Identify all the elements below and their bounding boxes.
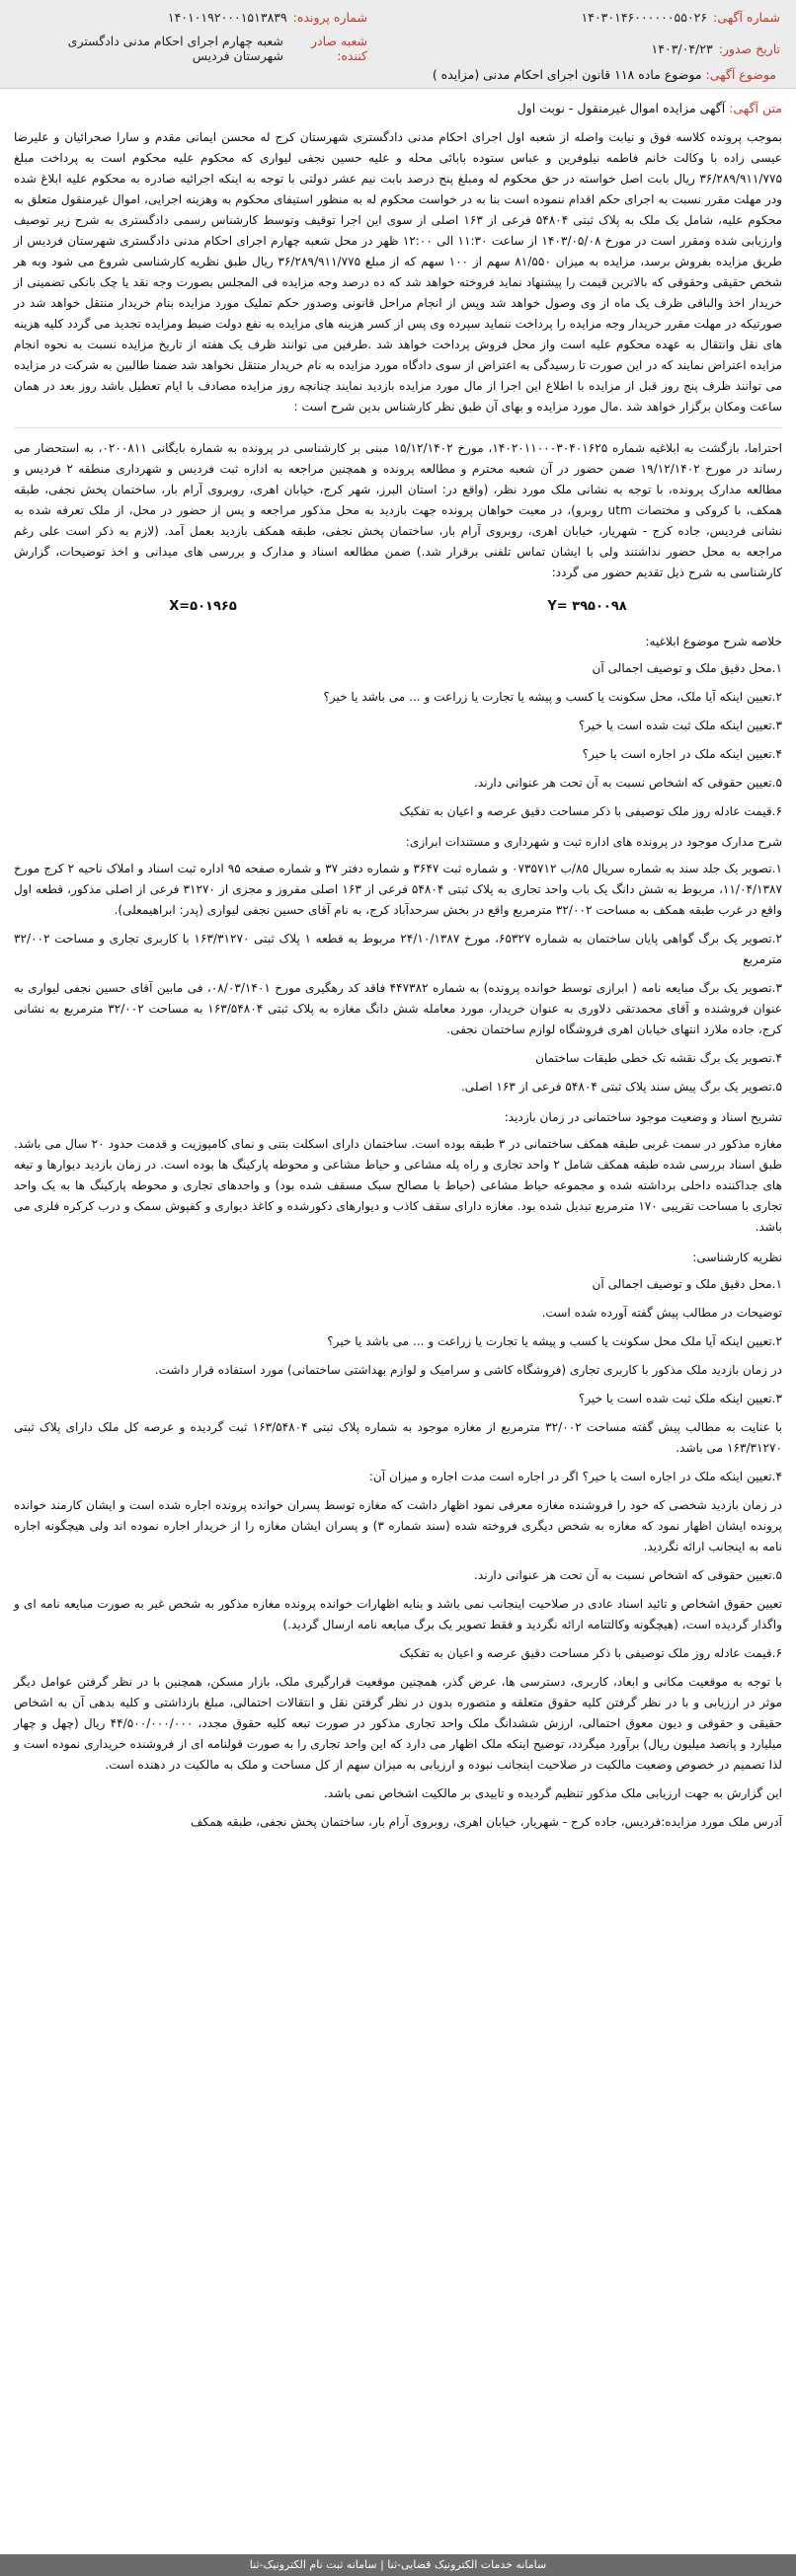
- ad-number: [582, 10, 780, 25]
- list-item: ۴.تعیین اینکه ملک در اجاره است یا خیر؟: [582, 747, 782, 761]
- issue-date-value: ۱۴۰۳/۰۴/۲۳: [651, 40, 713, 56]
- issuer: [16, 34, 367, 63]
- opinion-question: ۳.تعیین اینکه ملک ثبت شده است یا خیر؟: [578, 1392, 782, 1405]
- closing-text: این گزارش به جهت ارزیابی ملک مذکور تنظیم گردیده و تاییدی بر مالکیت اشخاص نمی باشد.: [323, 1786, 782, 1800]
- utm-coordinates: [14, 599, 782, 614]
- summary-list: [14, 658, 782, 822]
- opinion-answer: در زمان بازدید ملک مذکور با کاربری تجاری (فروشگاه کاشی و سرامیک و لوازم بهداشتی ساختمانی) مورد استفاده قرار داشت.: [154, 1363, 782, 1377]
- list-item: ۵.تصویر یک برگ پیش سند پلاک ثبتی ۵۴۸۰۴ فرعی از ۱۶۳ اصلی.: [460, 1080, 782, 1094]
- opinion-list: [14, 1274, 782, 1776]
- divider: [14, 427, 782, 428]
- header-row-2: [16, 34, 780, 63]
- subject: [433, 67, 776, 82]
- explain-text: مغازه مذکور در سمت غربی طبقه همکف ساختمانی در ۳ طبقه بوده است. ساختمان دارای اسکلت بتنی و نمای کامپوزیت و قدمت حدود ۲۰ سال می باشد. طبق اسناد بررسی شده طبقه همکف شامل ۲ واحد تجاری و راه پله مشاعی و حیاط مشاعی و محوطه پارکینگ ها بوده است. در زمان بازدید دیوارها و تیغه های جداکننده داخلی برداشته شده و مجموعه حیاط مشاعی (حیاط با مصالح سبک مسقف شده بود) و واحدهای تجاری و محوطه پارکینگ ها به یک واحد تجاری با مساحت تقریبی ۱۷۰ مترمربع تبدیل شده بود. مغازه دارای سقف کاذب و دیوارهای دکورشده و کاغذ دیواری و کفپوش سمک و درب کرکره فلزی می باشد.: [14, 1137, 782, 1234]
- list-item: ۲.تعیین اینکه آیا ملک، محل سکونت یا کسب و پیشه یا تجارت یا زراعت و ... می باشد یا خیر؟: [323, 690, 782, 704]
- opinion-answer: توضیحات در مطالب پیش گفته آورده شده است.: [541, 1306, 782, 1320]
- footer-bar: سامانه خدمات الکترونیک قضایی-ثنا | سامانه ثبت نام الکترونیک-ثنا: [0, 2554, 796, 2576]
- issue-date-label: تاریخ صدور:: [718, 40, 780, 56]
- issue-date: [652, 34, 780, 63]
- opinion-answer: تعیین حقوق اشخاص و تائید اسناد عادی در صلاحیت اینجانب نمی باشد و بنابه اظهارات خوانده پرونده مغازه مذکور به شخص غیر به صورت مبایعه نامه ای و واگذار گردیده است، (هیچگونه وکالتنامه ارائه نگردید و فقط تصویر یک برگ مبایعه نامه ارسال گردید.): [14, 1597, 782, 1631]
- list-item: ۵.تعیین حقوقی که اشخاص نسبت به آن تحت هر عنوانی دارند.: [474, 776, 782, 790]
- case-number-value: ۱۴۰۱۰۱۹۲۰۰۰۱۵۱۳۸۳۹: [167, 10, 287, 25]
- list-item: ۳.تعیین اینکه ملک ثبت شده است یا خیر؟: [578, 719, 782, 732]
- list-item: ۱.محل دقیق ملک و توصیف اجمالی آن: [592, 661, 782, 675]
- docs-title: شرح مدارک موجود در پرونده های اداره ثبت و شهرداری و مستندات ابرازی:: [405, 835, 782, 849]
- opinion-question: ۵.تعیین حقوقی که اشخاص نسبت به آن تحت هر عنوانی دارند.: [474, 1568, 782, 1582]
- ad-number-value: ۱۴۰۳۰۱۴۶۰۰۰۰۰۰۵۵۰۲۶: [581, 10, 708, 25]
- expert-intro-paragraph: احتراما، بازگشت به ابلاغیه شماره ۱۴۰۲۰۱۱۰۰۰۳۰۴۰۱۶۲۵، مورخ ۱۵/۱۲/۱۴۰۲ مبنی بر کارشناسی در پرونده به شماره بایگانی ۰۲۰۰۸۱۱، به استحضار می رساند در مورخ ۱۹/۱۲/۱۴۰۲ ضمن حضور در آن شعبه محترم و مطالعه پرونده و همچنین مراجعه به اداره ثبت فردیس و شهرداری منطقه ۲ فردیس و مطالعه مدارک پرونده، با توجه به نشانی ملک مورد نظر، (واقع در: استان البرز، شهر کرج، خیابان اهری، روبروی آرام بار، ساختمان پخش نجفی، طبقه همکف، با کروکی و مختصات utm روبرو)، در معیت خواهان پرونده جهت بازدید به محل مذکور مراجعه و پس از حضور در محل، از ملک تعرفه شده به نشانی فردیس، جاده کرج - شهریار، خیابان اهری، روبروی آرام بار، ساختمان پخش نجفی، طبقه همکف بازدید بعمل آمد. (لازم به ذکر است علی رغم مراجعه به محل حضور نداشتند ولی با ایشان تماس تلفنی برقرار شد.) ضمن مطالعه اسناد و مدارک و بررسی های میدانی و اخذ توضیحات، گزارش کارشناسی به شرح ذیل تقدیم حضور می گردد:: [14, 441, 782, 579]
- text-title-line: [14, 101, 782, 115]
- explain-title: تشریح اسناد و وضعیت موجود ساختمانی در زمان بازدید:: [504, 1110, 782, 1124]
- opinion-question: ۱.محل دقیق ملک و توصیف اجمالی آن: [592, 1277, 782, 1291]
- ad-header: [0, 0, 796, 89]
- case-number: [16, 10, 367, 25]
- opinion-question: ۴.تعیین اینکه ملک در اجاره است یا خیر؟ اگر در اجاره است مدت اجاره و میزان آن:: [368, 1470, 782, 1483]
- summary-title: خلاصه شرح موضوع ابلاغیه:: [645, 635, 782, 648]
- opinion-answer: با عنایت به مطالب پیش گفته مساحت ۳۲/۰۰۲ مترمربع از مغازه موجود به شماره پلاک ثبتی ۱۶۳/۵۴۸۰۴ ثبت گردیده و عرصه کل ملک دارای پلاک ثبتی ۱۶۳/۳۱۲۷۰ می باشد.: [14, 1420, 782, 1455]
- text-label: متن آگهی:: [729, 101, 782, 115]
- opinion-question: ۲.تعیین اینکه آیا ملک محل سکونت یا کسب و پیشه یا تجارت یا زراعت و ... می باشد یا خیر؟: [327, 1334, 782, 1348]
- opinion-answer: در زمان بازدید شخصی که خود را فروشنده مغازه معرفی نمود اظهار داشت که مغازه توسط پسران خوانده پرونده اجاره شده است و ایشان کارمند خوانده پرونده ایشان اظهار نمود که مغازه به شخص دیگری فروخته شده (سند شماره ۳) و پسران ایشان مغازه را از خریدار اجاره نموده اند ولی هیچگونه اجاره نامه به اینجانب ارائه نگردید.: [14, 1498, 782, 1553]
- opinion-title: نظریه کارشناسی:: [692, 1250, 782, 1264]
- list-item: ۴.تصویر یک برگ نقشه تک خطی طبقات ساختمان: [535, 1051, 782, 1065]
- issuer-value: شعبه چهارم اجرای احکام مدنی دادگستری شهرستان فردیس: [67, 34, 283, 63]
- issuer-label: شعبه صادر کننده:: [311, 34, 367, 63]
- coord-y: Y= ۳۹۵۰۰۹۸: [547, 599, 627, 614]
- coord-x: X=۵۰۱۹۶۵: [169, 599, 237, 614]
- list-item: ۲.تصویر یک برگ گواهی پایان ساختمان به شماره ۶۵۳۲۷، مورخ ۲۴/۱۰/۱۳۸۷ مربوط به قطعه ۱ پلاک ثبتی ۱۶۳/۳۱۲۷۰ با کاربری تجاری و مساحت ۳۲/۰۰۲ مترمربع: [14, 932, 783, 966]
- list-item: ۱.تصویر یک جلد سند به شماره سریال ۸۵/ب ۰۷۳۵۷۱۲ و شماره ثبت ۳۶۴۷ و شماره دفتر ۳۷ و شماره صفحه ۹۵ اداره ثبت اسناد و املاک ناحیه ۲ کرج مورخ ۱۱/۰۴/۱۳۸۷، مربوط به شش دانگ یک باب واحد تجاری به پلاک ثبتی ۵۴۸۰۴ فرعی از ۱۶۳ اصلی مفروز و مجزی از ۳۱۲۷۰ فرعی از اصلی مذکور، قطعه اول واقع در غرب طبقه همکف به مساحت ۳۲/۰۰۲ مترمربع واقع در بخش سرحدآباد کرج، به نام آقای حسین نجفی لیواری (پدر: ابراهیمعلی).: [14, 862, 783, 917]
- list-item: ۶.قیمت عادله روز ملک توصیفی با ذکر مساحت دقیق عرصه و اعیان به تفکیک: [399, 804, 782, 818]
- docs-list: [14, 859, 782, 1098]
- list-item: ۳.تصویر یک برگ مبایعه نامه ( ابرازی توسط خوانده پرونده) به شماره ۴۴۷۳۸۲ فاقد کد رهگیری مورخ ۰۸/۰۳/۱۴۰۱، فی مابین آقای حسین نجفی لیواری به عنوان فروشنده و آقای محمدتقی دلاوری به عنوان خریدار، مورد معامله شش دانگ مغازه به پلاک ثبتی ۱۶۳/۵۴۸۰۴ به مساحت ۳۲/۰۰۲ مترمربع به نشانی کرج، جاده ملارد انتهای خیابان اهری فروشگاه لوازم ساختمان نجفی.: [14, 981, 782, 1036]
- opinion-answer: با توجه به موقعیت مکانی و ابعاد، کاربری، دسترسی ها، عرض گذر، همچنین موقعیت قرارگیری ملک، بازار مسکن، همچنین با در نظر گرفتن عوامل دیگر موثر در ارزیابی و با در نظر گرفتن کلیه حقوق متعلقه و متصوره بدون در نظر گرفتن نقل و انتقالات احتمالی، مبلغ بازداشتی و کلیه بدهی آن به اشخاص حقیقی و حقوقی و دیون معوق احتمالی، ارزش ششدانگ ملک واحد تجاری مذکور در صورت تبعه کلیه حقوق مجدد، ۴۴/۵۰۰/۰۰۰/۰۰۰ ریال (چهل و چهار میلیارد و پانصد میلیون ریال) برآورد میگردد، توضیح اینکه ملک اظهار می دارد که این واحد تجاری را به صورت قولنامه ای از فروشنده خریداری نموده است و لذا تصمیم در خصوص وضعیت مالکیت در صلاحیت اینجانب نبوده و ارزیابی به میزان سهم از کل مساحت و ملک به مالکیت در دهنده است.: [14, 1675, 782, 1772]
- subject-label: موضوع آگهی:: [705, 67, 776, 82]
- auction-paragraph: بموجب پرونده کلاسه فوق و نیابت واصله از شعبه اول اجرای احکام مدنی دادگستری شهرستان کرج له محسن ایمانی مقدم و سارا صحرائیان و علیرضا عیسی زاده با وکالت خانم فاطمه نیلوفرین و عباس ستوده بابائی محله و علیه حسین نجفی لیواری که محکوم علیه محکوم است به پرداخت مبلغ ۳۶/۲۸۹/۹۱۱/۷۷۵ ریال بابت اصل خواسته در حق محکوم له ومبلغ پنج درصد بابت نیم عشر دولتی با توجه به اینکه اجرائیه صادره به محکوم علیه ابلاغ شده ودر مهلت مقرر نسبت به اجرای حکم اقدام ننموده است بنا به در خواست محکوم له به منظور استیفای محکوم به وهزینه اجرایی، اموال غیرمنقول متعلق به محکوم علیه، شامل یک ملک به پلاک ثبتی ۵۴۸۰۴ فرعی از ۱۶۳ اصلی از سوی این اجرا توقیف وتوسط کارشناس رسمی دادگستری به شرح زیر توصیف وارزیابی شده ومقرر است در مورخ ۱۴۰۳/۰۵/۰۸ از ساعت ۱۱:۳۰ الی ۱۲:۰۰ ظهر در محل شعبه چهارم اجرای احکام مدنی دادگستری شهرستان فردیس از طریق مزایده بفروش برسد، مزایده به میزان ۸۱/۵۵۰ سهم از ۱۰۰ سهم که از مبلغ ۳۶/۲۸۹/۹۱۱/۷۷۵ ریال طبق نظریه کارشناسی شروع می شود وبه هر شخص حقیقی وحقوقی که بالاترین قیمت را پیشنهاد نماید فروخته خواهد شد که ده درصد وجه مزایده فی المجلس بصورت وجه نقد یا چک بانکی تضمینی از خریدار اخذ والباقی ظرف یک ماه از وی وصول خواهد شد وپس از انجام مراحل قانونی وصدور حکم تملیک مورد مزایده بنام خریدار منتقل خواهد شد در صورتیکه در مهلت مقرر خریدار وجه مزایده را پرداخت ننماید سپرده وی پس از کسر هزینه های مزایده به نفع دولت ضبط ومزایده تجدید می گردد کلیه هزینه های نقل وانتقال به عهده محکوم علیه است واز محل فروش پرداخت خواهد شد .طرفین می توانند ظرف یک هفته از تاریخ مزایده نسبت به نحوه انجام مزایده اعتراض نمایند که در این صورت تا رسیدگی به اعتراض از سوی دادگاه مورد مزایده به نام خریدار منتقل نخواهد شد ضمنا طالبین به شرکت در مزایده می توانند ظرف پنج روز قبل از مزایده با اطلاع این اجرا از مال مورد مزایده بازدید نمایند چنانچه روز مزایده مصادف با ایام تعطیل باشد روز بعد در همان ساعت ومکان برگزار خواهد شد .مال مورد مزایده و بهای آن طبق نظر کارشناس بدین شرح است :: [14, 130, 782, 414]
- subject-value: موضوع ماده ۱۱۸ قانون اجرای احکام مدنی (مزایده ): [432, 67, 702, 82]
- header-row-1: [16, 10, 780, 25]
- opinion-question: ۶.قیمت عادله روز ملک توصیفی با ذکر مساحت دقیق عرصه و اعیان به تفکیک: [399, 1646, 782, 1660]
- case-number-label: شماره پرونده:: [292, 10, 367, 25]
- property-address: آدرس ملک مورد مزایده:فردیس، جاده کرج - شهریار، خیابان اهری، روبروی آرام بار، ساختمان پخش نجفی، طبقه همکف: [191, 1815, 782, 1829]
- ad-content: [0, 89, 796, 1833]
- text-title: آگهی مزایده اموال غیرمنقول - نوبت اول: [517, 101, 726, 115]
- ad-number-label: شماره آگهی:: [713, 10, 780, 25]
